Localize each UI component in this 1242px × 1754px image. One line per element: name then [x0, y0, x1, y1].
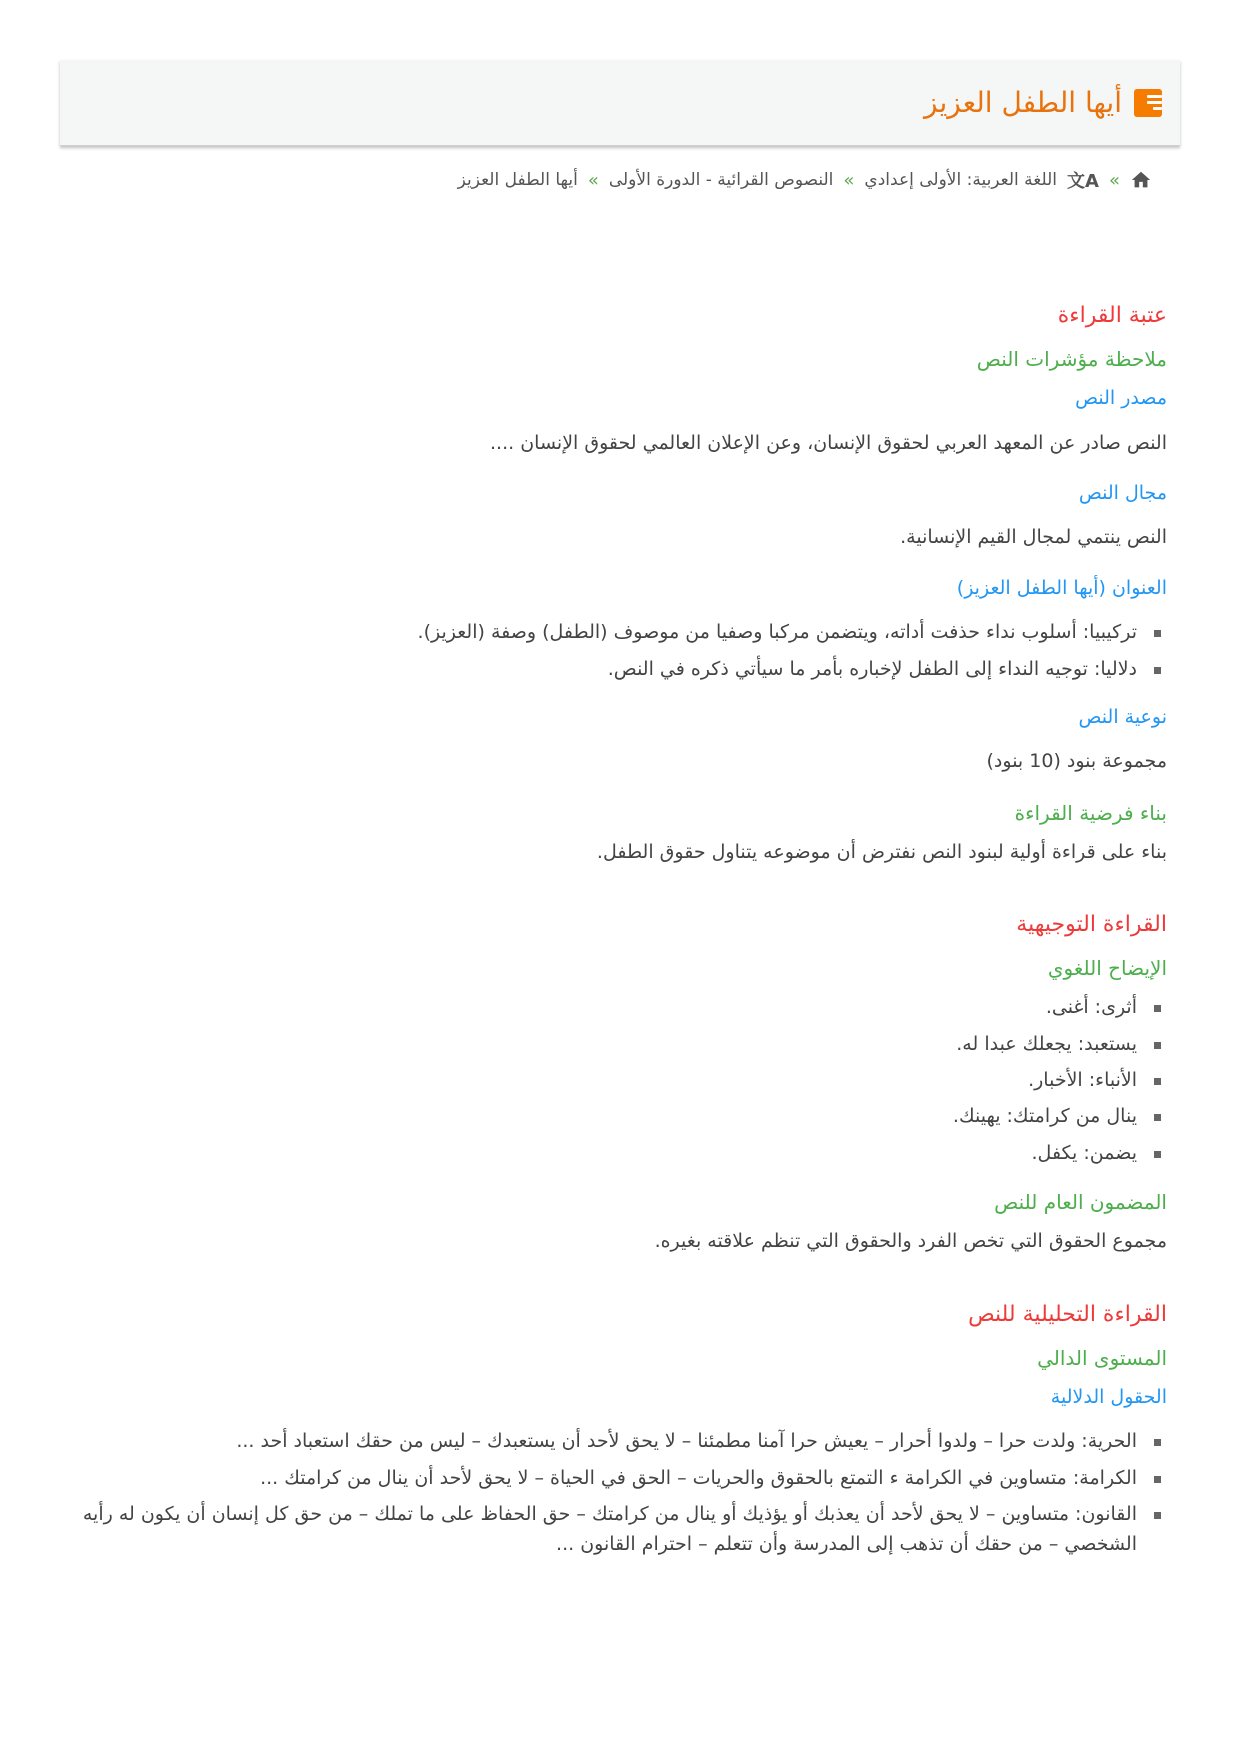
- list-item: أثرى: أغنى.: [72, 992, 1137, 1022]
- heading-title-analysis: العنوان (أيها الطفل العزيز): [956, 576, 1167, 599]
- list-item: دلاليا: توجيه النداء إلى الطفل لإخباره بأمر ما سيأتي ذكره في النص.: [72, 654, 1137, 684]
- paragraph-text-field: النص ينتمي لمجال القيم الإنسانية.: [900, 526, 1167, 549]
- list-item: يضمن: يكفل.: [72, 1138, 1137, 1168]
- title-analysis-list: [72, 617, 1167, 684]
- section-title-analytical-reading: القراءة التحليلية للنص: [968, 1301, 1167, 1327]
- title-bar: [60, 60, 1180, 146]
- breadcrumb: [458, 167, 1152, 193]
- translate-icon: 文A: [1067, 171, 1099, 192]
- semantic-fields-list: [72, 1426, 1167, 1560]
- page-title: أيها الطفل العزيز: [924, 86, 1122, 119]
- list-item: القانون: متساوين – لا يحق لأحد أن يعذبك أو يؤذيك أو ينال من كرامتك – حق الحفاظ على ما تملك – من حق كل إنسان أن يكون له رأيه الشخصي – من حقك أن تذهب إلى المدرسة وأن تتعلم – احترام القانون ...: [72, 1499, 1137, 1560]
- subsection-title-general-content: المضمون العام للنص: [994, 1190, 1167, 1215]
- paragraph-hypothesis: بناء على قراءة أولية لبنود النص نفترض أن موضوعه يتناول حقوق الطفل.: [596, 840, 1167, 863]
- home-icon[interactable]: [1130, 169, 1152, 191]
- paragraph-text-type: مجموعة بنود (10 بنود): [986, 750, 1167, 773]
- heading-semantic-fields: الحقول الدلالية: [1050, 1385, 1167, 1408]
- section-title-reading-threshold: عتبة القراءة: [1057, 303, 1167, 328]
- heading-text-type: نوعية النص: [1078, 705, 1167, 728]
- subsection-title-text-indicators: ملاحظة مؤشرات النص: [976, 347, 1167, 372]
- list-item: يستعبد: يجعلك عبدا له.: [72, 1029, 1137, 1059]
- breadcrumb-separator: »: [587, 169, 599, 191]
- list-item: الحرية: ولدت حرا – ولدوا أحرار – يعيش حرا آمنا مطمئنا – لا يحق لأحد أن يستعبدك – ليس من حقك استعباد أحد ...: [72, 1426, 1137, 1456]
- article-content: [72, 298, 1167, 1578]
- document-icon: [1134, 89, 1162, 117]
- subsection-title-semantic-level: المستوى الدالي: [1037, 1345, 1167, 1370]
- subsection-title-hypothesis: بناء فرضية القراءة: [1014, 800, 1167, 825]
- breadcrumb-item-arabic-first-year[interactable]: اللغة العربية: الأولى إعدادي: [864, 170, 1058, 190]
- heading-text-source: مصدر النص: [1075, 387, 1167, 410]
- breadcrumb-item-reading-texts[interactable]: النصوص القرائية - الدورة الأولى: [608, 170, 834, 190]
- list-item: تركيبيا: أسلوب نداء حذفت أداته، ويتضمن مركبا وصفيا من موصوف (الطفل) وصفة (العزيز).: [72, 617, 1137, 647]
- breadcrumb-separator: »: [1108, 169, 1120, 191]
- vocabulary-list: [72, 992, 1167, 1168]
- list-item: الكرامة: متساوين في الكرامة ء التمتع بالحقوق والحريات – الحق في الحياة – لا يحق لأحد أن ينال من كرامتك ...: [72, 1463, 1137, 1493]
- subsection-title-vocabulary: الإيضاح اللغوي: [1047, 956, 1167, 981]
- heading-text-field: مجال النص: [1078, 481, 1167, 504]
- list-item: ينال من كرامتك: يهينك.: [72, 1101, 1137, 1131]
- paragraph-general-content: مجموع الحقوق التي تخص الفرد والحقوق التي تنظم علاقته بغيره.: [654, 1230, 1167, 1253]
- section-title-guided-reading: القراءة التوجيهية: [1016, 912, 1167, 938]
- breadcrumb-separator: »: [843, 169, 855, 191]
- breadcrumb-item-current: أيها الطفل العزيز: [457, 170, 578, 190]
- list-item: الأنباء: الأخبار.: [72, 1065, 1137, 1095]
- paragraph-text-source: النص صادر عن المعهد العربي لحقوق الإنسان، وعن الإعلان العالمي لحقوق الإنسان ....: [490, 431, 1167, 454]
